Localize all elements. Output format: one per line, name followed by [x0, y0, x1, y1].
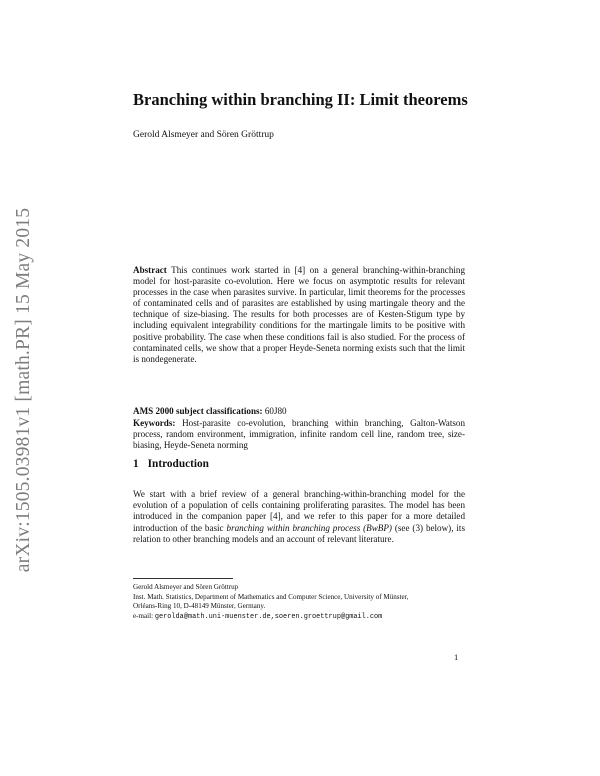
- email-label: e-mail:: [133, 612, 154, 621]
- email-address[interactable]: gerolda@math.uni-muenster.de,soeren.groettrup@gmail.com: [154, 613, 383, 622]
- intro-text-before: We start with a brief review of a general branching-within-branching model for the evolution of a population of cells containing proliferating parasites. The model has been introduced in the companion paper [4], and we refer to this paper for a more detailed introduction of the basic: [133, 489, 465, 533]
- msc-classification: [133, 406, 287, 416]
- keywords-label: Keywords:: [133, 418, 176, 428]
- page-number: 1: [454, 652, 459, 662]
- author-footnote: [133, 583, 473, 623]
- section-title: Introduction: [147, 458, 209, 470]
- intro-italic-term: branching within branching process (BwBP): [226, 522, 392, 533]
- section-heading-introduction: [133, 458, 209, 470]
- paper-title: Branching within branching II: Limit theorems: [133, 90, 468, 109]
- footnote-affiliation: Inst. Math. Statistics, Department of Mathematics and Computer Science, University of Münster,: [133, 592, 409, 601]
- keywords-value: Host-parasite co-evolution, branching within branching, Galton-Watson process, random environment, immigration, infinite random cell line, random tree, size-biasing, Heyde-Seneta norming: [133, 418, 466, 451]
- msc-label: AMS 2000 subject classifications:: [133, 406, 263, 416]
- abstract-label: Abstract: [133, 265, 167, 275]
- abstract-text: This continues work started in [4] on a general branching-within-branching model for host-parasite co-evolution. Here we focus on asymptotic results for relevant processes in the case when parasites survive. In particular, limit theorems for the processes of contaminated cells and of parasites are established by using martingale theory and the technique of size-biasing. The results for both processes are of Kesten-Stigum type by including equivalent integrability conditions for the martingale limits to be positive with positive probability. The case when these conditions fail is also studied. For the process of contaminated cells, we show that a proper Heyde-Seneta norming exists such that the limit is nondegenerate.: [133, 265, 466, 364]
- footnote-email-line: [133, 612, 473, 623]
- footnote-address: Orléans-Ring 10, D-48149 Münster, Germany.: [133, 602, 266, 611]
- paper-authors: Gerold Alsmeyer and Sören Gröttrup: [133, 130, 274, 140]
- abstract: [133, 265, 465, 365]
- msc-value: 60J80: [264, 406, 287, 416]
- footnote-rule: [133, 578, 233, 579]
- arxiv-stamp-text: arXiv:1505.03981v1 [math.PR] 15 May 2015: [13, 207, 35, 573]
- section-number: 1: [133, 458, 139, 470]
- intro-text-after: (see (3) below), its relation to other branching models and an account of relevant literature.: [133, 522, 465, 544]
- introduction-paragraph: [133, 489, 465, 545]
- arxiv-identifier-stamp: [2, 190, 46, 590]
- keywords: [133, 418, 465, 451]
- footnote-names: Gerold Alsmeyer and Sören Gröttrup: [133, 583, 239, 591]
